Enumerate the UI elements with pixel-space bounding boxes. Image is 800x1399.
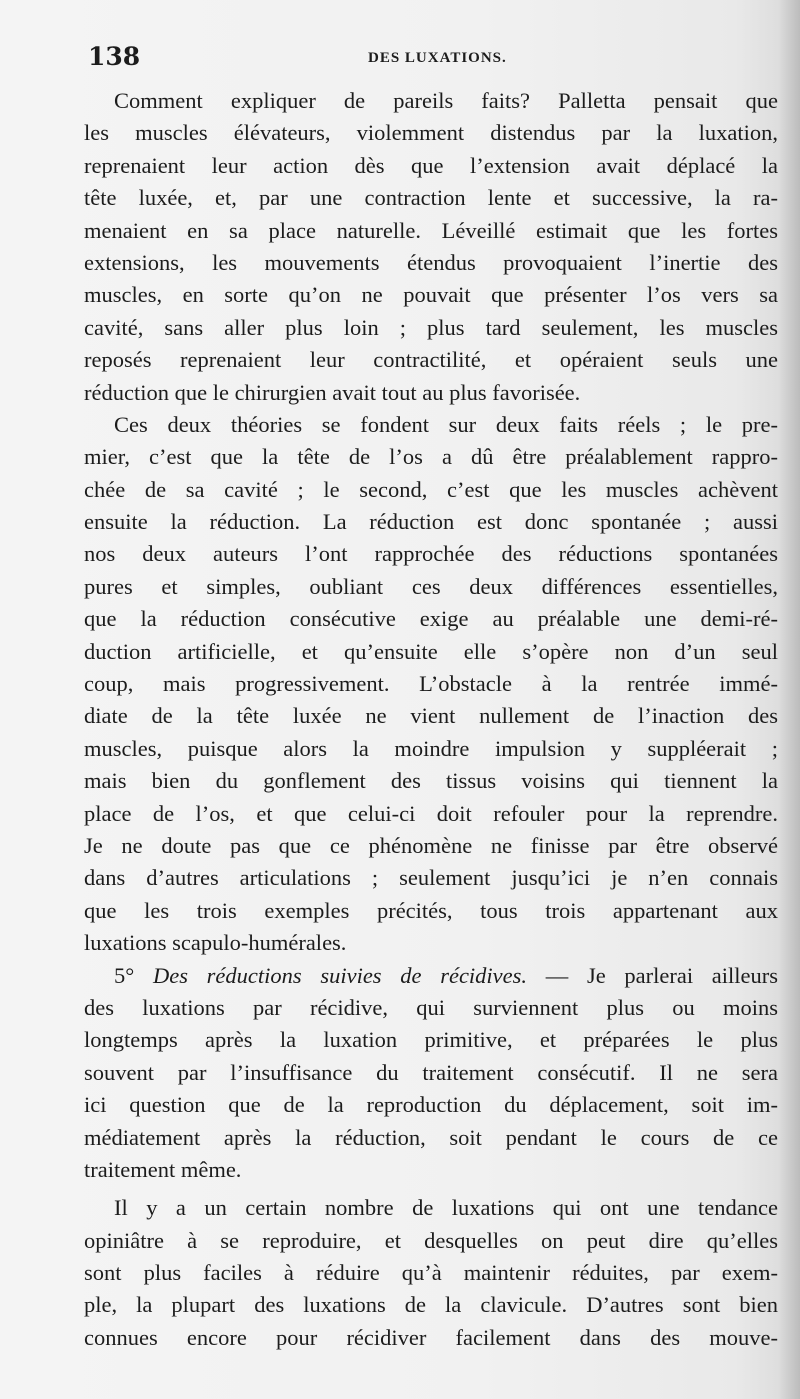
text-line: coup, mais progressivement. L’obstacle à la rentrée immé- [84, 671, 778, 697]
text-line: ple, la plupart des luxations de la clavicule. D’autres sont bien [84, 1292, 778, 1318]
text-line: extensions, les mouvements étendus provoquaient l’inertie des [84, 249, 778, 275]
text-line: ici question que de la reproduction du déplacement, soit im- [84, 1092, 778, 1118]
text-line: connues encore pour récidiver facilement dans des mouve- [84, 1324, 778, 1350]
text-line: réduction que le chirurgien avait tout au plus favorisée. [84, 379, 581, 405]
text-line: médiatement après la réduction, soit pendant le cours de ce [84, 1124, 778, 1150]
page-gutter-shadow [778, 0, 800, 1399]
body-text [84, 85, 778, 1354]
text-line: des luxations par récidive, qui surviennent plus ou moins [84, 994, 778, 1020]
text-line: tête luxée, et, par une contraction lente et successive, la ra- [84, 185, 778, 211]
text-line: sont plus faciles à réduire qu’à maintenir réduites, par exem- [84, 1260, 778, 1286]
page-header [88, 42, 778, 76]
text-line: reposés reprenaient leur contractilité, et opéraient seuls une [84, 347, 778, 373]
text-line: Comment expliquer de pareils faits? Palletta pensait que [114, 88, 778, 113]
section-number: 5° [114, 962, 153, 988]
text-line: chée de sa cavité ; le second, c’est que les muscles achèvent [84, 476, 778, 502]
text-line: opiniâtre à se reproduire, et desquelles on peut dire qu’elles [84, 1227, 778, 1253]
text-line: mier, c’est que la tête de l’os a dû être préalablement rappro- [84, 444, 778, 470]
section-heading-italic: Des réductions suivies de récidives. [152, 962, 528, 988]
text-line: traitement même. [84, 1156, 242, 1182]
text-line: duction artificielle, et qu’ensuite elle s’opère non d’un seul [84, 638, 778, 664]
text-line: luxations scapulo-humérales. [84, 930, 347, 956]
text-line: muscles, puisque alors la moindre impulsion y suppléerait ; [84, 735, 778, 761]
running-title: DES LUXATIONS. [368, 50, 507, 66]
text-line: muscles, en sorte qu’on ne pouvait que présenter l’os vers sa [84, 282, 778, 308]
section-heading-continuation: — Je parlerai ailleurs [527, 962, 778, 988]
text-line: pures et simples, oubliant ces deux différences essentielles, [84, 573, 778, 599]
text-line: cavité, sans aller plus loin ; plus tard seulement, les muscles [84, 314, 778, 340]
text-line: Je ne doute pas que ce phénomène ne finisse par être observé [84, 832, 778, 858]
text-line: nos deux auteurs l’ont rapprochée des réductions spontanées [84, 541, 778, 567]
text-line: dans d’autres articulations ; seulement jusqu’ici je n’en connais [84, 865, 778, 891]
page-number: 138 [88, 42, 141, 71]
text-line: Il y a un certain nombre de luxations qui ont une tendance [114, 1195, 778, 1221]
text-line: les muscles élévateurs, violemment distendus par la luxation, [84, 120, 778, 146]
text-line: que les trois exemples précités, tous trois appartenant aux [84, 897, 778, 923]
text-line: longtemps après la luxation primitive, et préparées le plus [84, 1027, 778, 1053]
text-line: ensuite la réduction. La réduction est donc spontanée ; aussi [84, 509, 778, 535]
text-line: mais bien du gonflement des tissus voisins qui tiennent la [84, 768, 778, 794]
text-line: diate de la tête luxée ne vient nullement de l’inaction des [84, 703, 778, 729]
text-line: souvent par l’insuffisance du traitement consécutif. Il ne sera [84, 1059, 778, 1085]
text-line: que la réduction consécutive exige au préalable une demi-ré- [84, 606, 778, 632]
text-line: menaient en sa place naturelle. Léveillé estimait que les fortes [84, 217, 778, 243]
text-line [84, 960, 778, 992]
text-line: reprenaient leur action dès que l’extension avait déplacé la [84, 152, 778, 178]
text-line: Ces deux théories se fondent sur deux faits réels ; le pre- [114, 411, 778, 437]
text-line: place de l’os, et que celui-ci doit refouler pour la reprendre. [84, 800, 778, 826]
